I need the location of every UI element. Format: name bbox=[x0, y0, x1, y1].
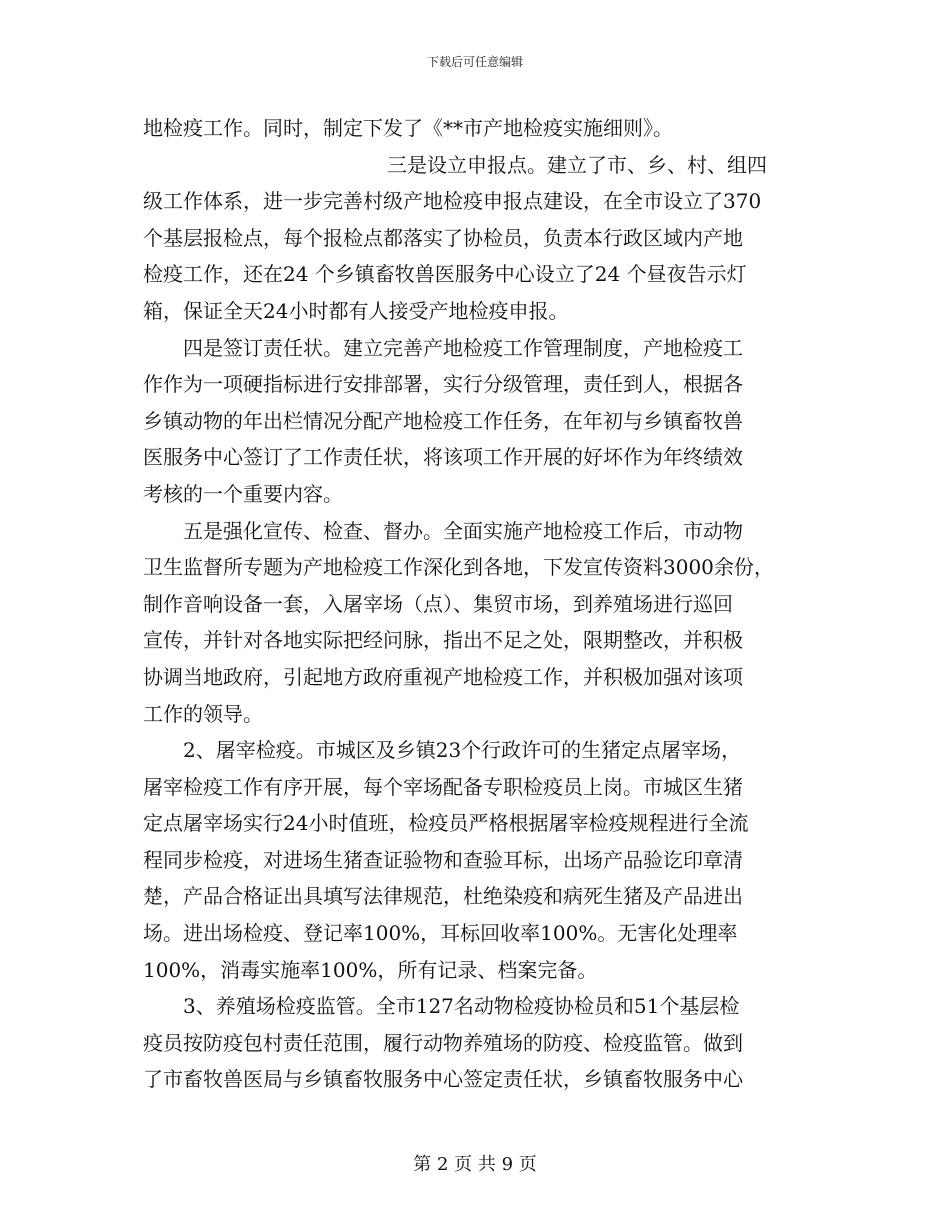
text-line: 100%，消毒实施率100%，所有记录、档案完备。 bbox=[143, 957, 598, 982]
text-line: 卫生监督所专题为产地检疫工作深化到各地，下发宣传资料3000余份， bbox=[143, 555, 774, 580]
text-line: 屠宰检疫工作有序开展，每个宰场配备专职检疫员上岗。市城区生猪 bbox=[143, 774, 743, 799]
text-line: 箱，保证全天24小时都有人接受产地检疫申报。 bbox=[143, 298, 569, 323]
text-line: 乡镇动物的年出栏情况分配产地检疫工作任务，在年初与乡镇畜牧兽 bbox=[143, 408, 743, 433]
text-line: 楚，产品合格证出具填写法律规范，杜绝染疫和病死生猪及产品进出 bbox=[143, 884, 743, 909]
text-line: 作作为一项硬指标进行安排部署，实行分级管理，责任到人，根据各 bbox=[143, 372, 743, 397]
text-line: 宣传，并针对各地实际把经问脉，指出不足之处，限期整改，并积极 bbox=[143, 628, 743, 653]
text-line: 级工作体系，进一步完善村级产地检疫申报点建设，在全市设立了370 bbox=[143, 189, 762, 214]
page-number: 第 2 页 共 9 页 bbox=[413, 1154, 537, 1175]
text-line: 制作音响设备一套，入屠宰场（点）、集贸市场，到养殖场进行巡回 bbox=[143, 591, 733, 616]
text-line: 五是强化宣传、检查、督办。全面实施产地检疫工作后，市动物 bbox=[183, 518, 743, 543]
text-line: 考核的一个重要内容。 bbox=[143, 481, 343, 506]
text-line: 地检疫工作。同时，制定下发了《**市产地检疫实施细则》。 bbox=[143, 116, 673, 140]
text-line: 个基层报检点，每个报检点都落实了协检员，负责本行政区域内产地 bbox=[143, 225, 743, 250]
text-line: 定点屠宰场实行24小时值班，检疫员严格根据屠宰检疫规程进行全流 bbox=[143, 811, 749, 836]
text-line: 协调当地政府，引起地方政府重视产地检疫工作，并积极加强对该项 bbox=[143, 664, 743, 689]
text-line: 疫员按防疫包村责任范围，履行动物养殖场的防疫、检疫监管。做到 bbox=[143, 1030, 743, 1055]
text-line: 3、养殖场检疫监管。全市127名动物检疫协检员和51个基层检 bbox=[183, 994, 740, 1019]
text-line: 场。进出场检疫、登记率100%，耳标回收率100%。无害化处理率 bbox=[143, 921, 738, 946]
text-line: 医服务中心签订了工作责任状，将该项工作开展的好坏作为年终绩效 bbox=[143, 445, 743, 470]
text-line: 工作的领导。 bbox=[143, 701, 263, 726]
text-line: 程同步检疫，对进场生猪查证验物和查验耳标，出场产品验讫印章清 bbox=[143, 847, 743, 872]
text-line: 检疫工作，还在24 个乡镇畜牧兽医服务中心设立了24 个昼夜告示灯 bbox=[143, 262, 747, 287]
text-line: 2、屠宰检疫。市城区及乡镇23个行政许可的生猪定点屠宰场， bbox=[183, 738, 742, 763]
document-body bbox=[143, 110, 815, 1098]
page-header: 下载后可任意编辑 bbox=[426, 55, 523, 69]
text-line: 了市畜牧兽医局与乡镇畜牧服务中心签定责任状，乡镇畜牧服务中心 bbox=[143, 1067, 743, 1092]
text-line: 四是签订责任状。建立完善产地检疫工作管理制度，产地检疫工 bbox=[183, 335, 743, 360]
text-line: 三是设立申报点。建立了市、乡、村、组四 bbox=[387, 152, 767, 177]
